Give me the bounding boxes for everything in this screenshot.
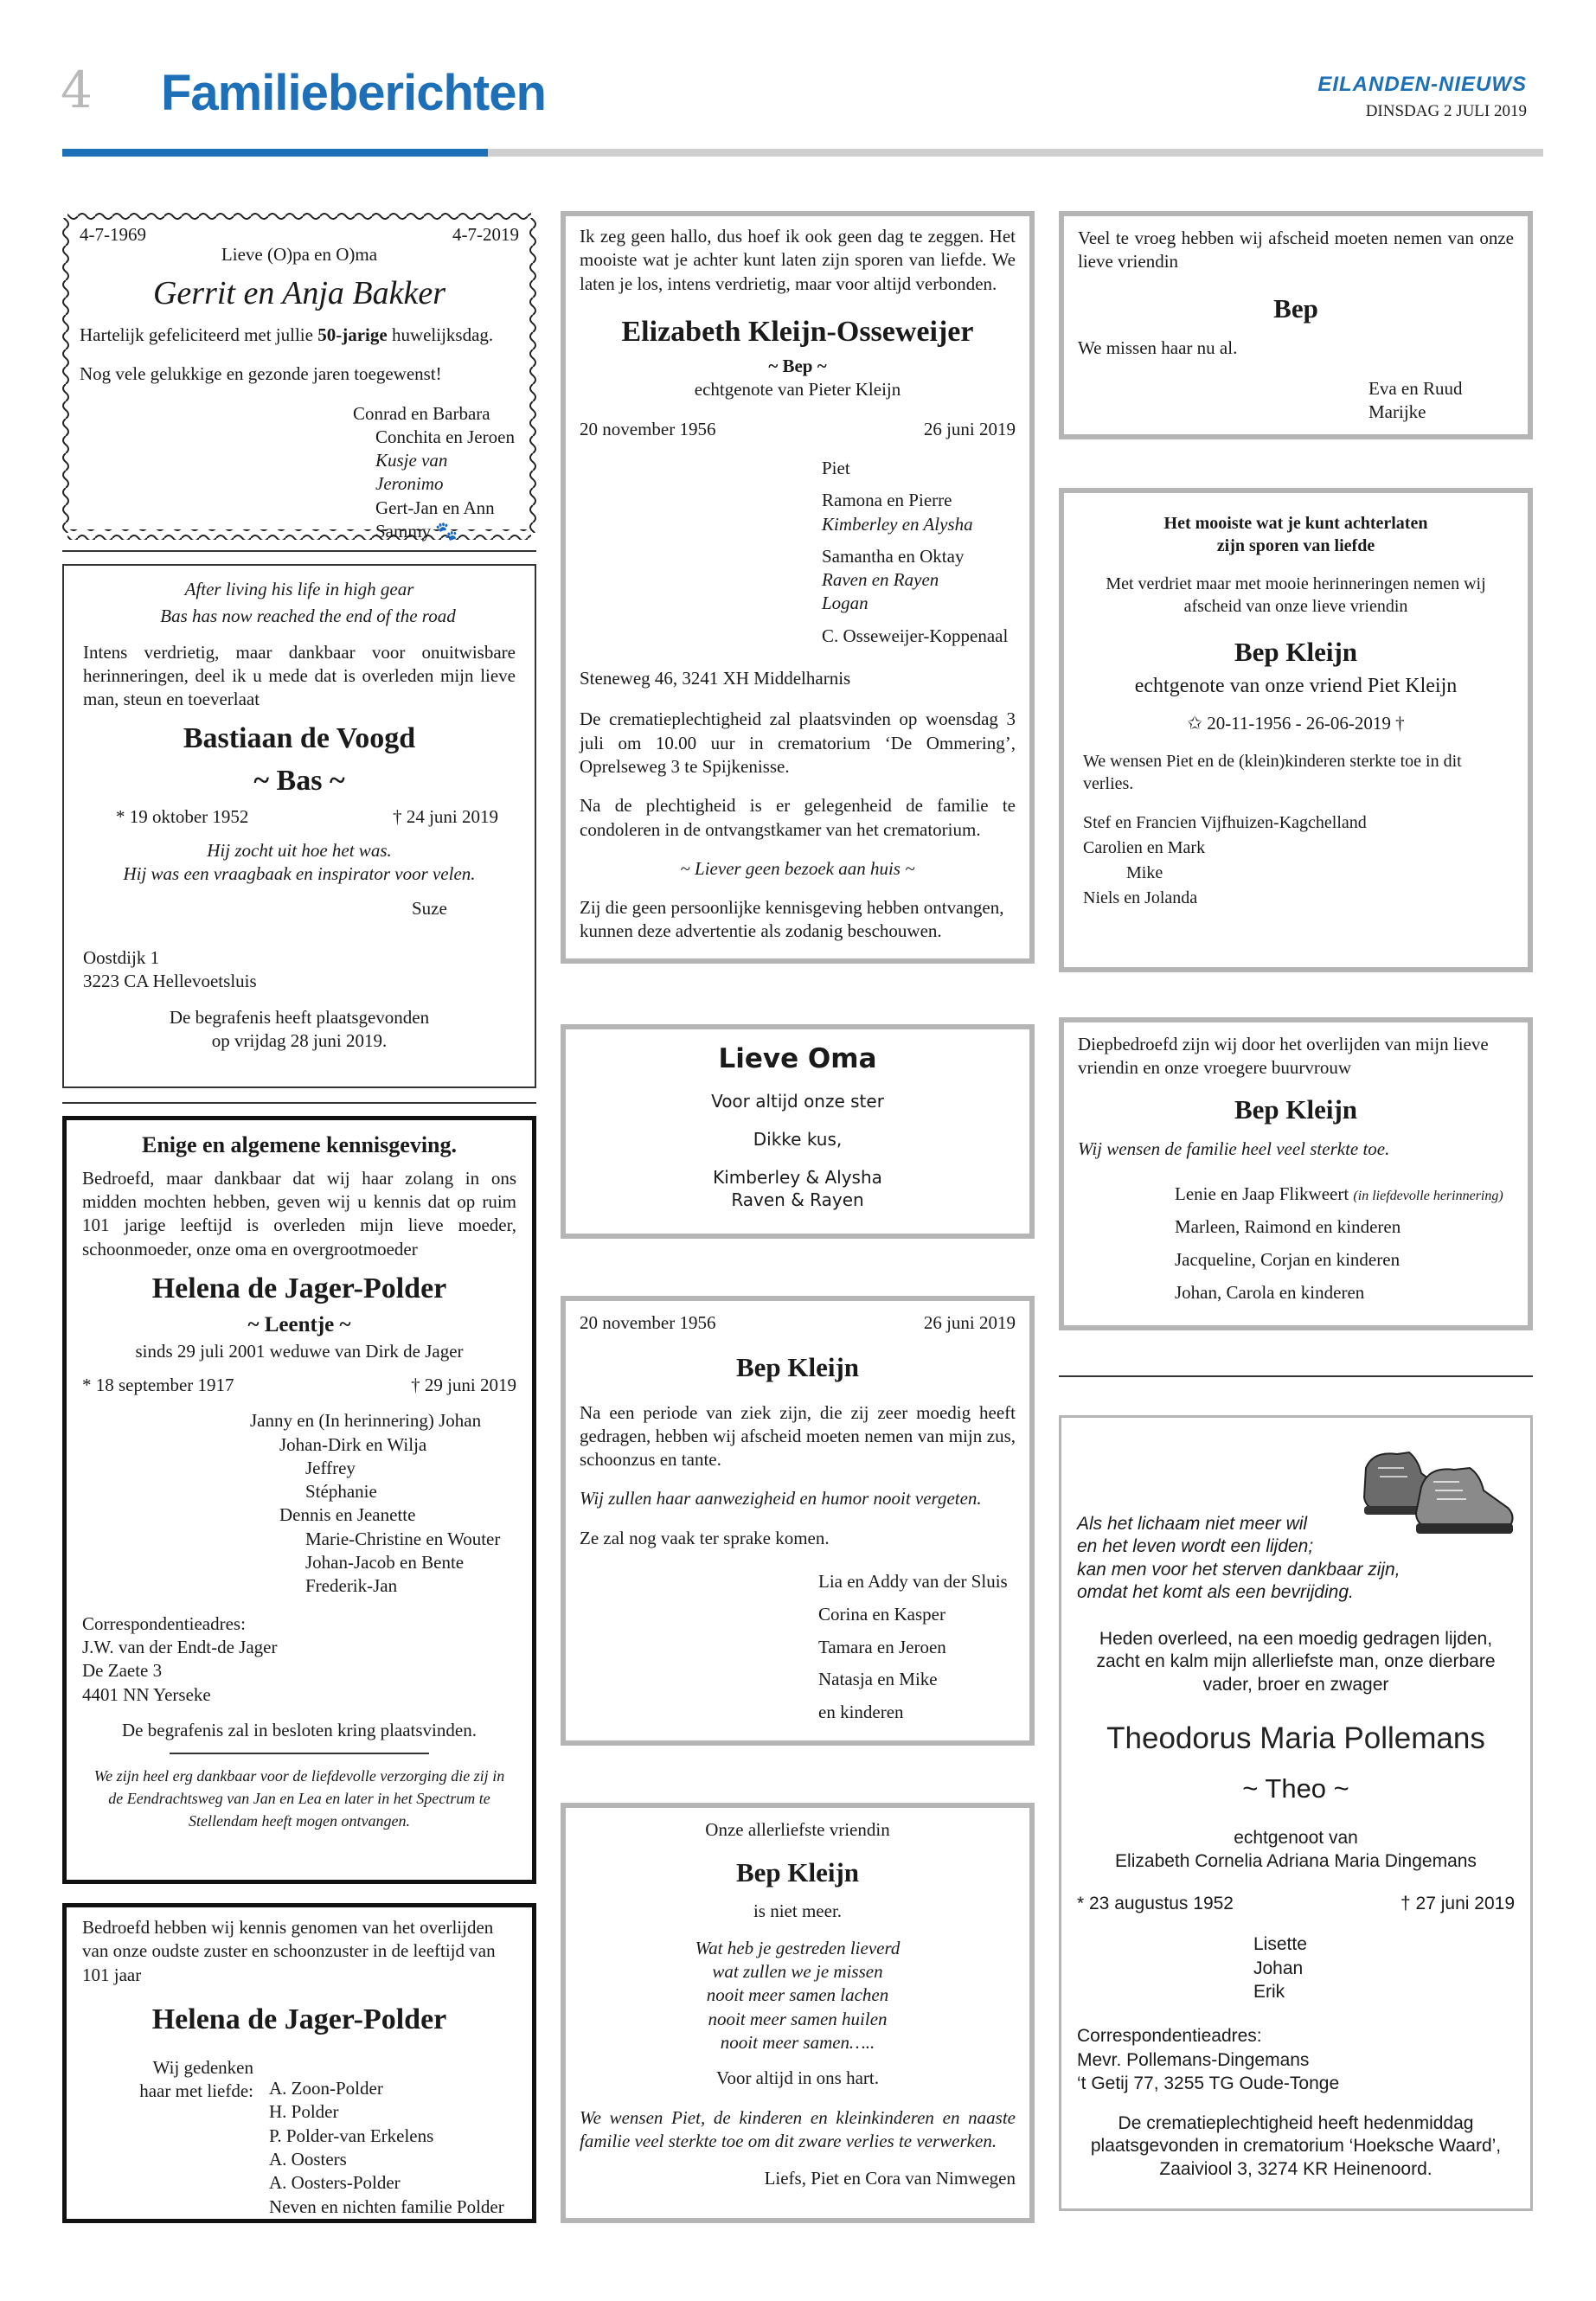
spouse-label: echtgenoot van <box>1234 1827 1358 1848</box>
header-rule-grey <box>488 149 1543 157</box>
family-member: Johan-Dirk en Wilja <box>279 1433 427 1455</box>
poem-line: nooit meer samen huilen <box>708 2008 888 2029</box>
tribute-line: Dikke kus, <box>753 1129 843 1150</box>
family-member: Johan-Jacob en Bente <box>305 1552 465 1574</box>
signer: Jacqueline, Corjan en kinderen <box>1175 1248 1401 1270</box>
thanks-note: We zijn heel erg dankbaar voor de liefdevolle verzorging die zij in de Eendrachtsweg van Jan en Lea en later in het Spectrum te Stellendam heeft mogen ontvangen. <box>93 1767 505 1830</box>
family-member: Stéphanie <box>305 1481 377 1503</box>
deceased-name: Bep Kleijn <box>1234 1093 1358 1125</box>
intro-text: Heden overleed, na een moedig gedragen lijden, zacht en kalm mijn allerliefste man, onze dierbare vader, broer en zwager <box>1096 1629 1496 1695</box>
intro-text: Ik zeg geen hallo, dus hoef ik ook geen dag te zeggen. Het mooiste wat je achter kunt laten zijn sporen van liefde. We laten je los, intens verdrietig, maar voor altijd verbonden. <box>580 226 1016 294</box>
signer: A. Zoon-Polder <box>269 2078 383 2099</box>
family-member: Samantha en Oktay <box>822 545 965 567</box>
correspondence-label: Correspondentieadres: <box>1077 2026 1262 2047</box>
signer: H. Polder <box>269 2101 339 2123</box>
family-member: Raven en Rayen <box>822 569 939 591</box>
obituary-theo <box>1059 1415 1533 2211</box>
signer: Niels en Jolanda <box>1083 888 1198 907</box>
family-member: Marie-Christine en Wouter <box>305 1528 501 1549</box>
deceased-name: Bastiaan de Voogd <box>183 722 416 755</box>
obituary-helena-siblings <box>62 1903 536 2223</box>
obituary-bep-flikweert <box>1059 1017 1533 1330</box>
deceased-name: Helena de Jager-Polder <box>151 2003 447 2035</box>
death-date: 26 juni 2019 <box>923 1312 1016 1333</box>
signer: Mike <box>1126 862 1163 882</box>
cremation-note: De crematieplechtigheid zal plaatsvinden op woensdag 3 juli om 10.00 uur in crematorium ‘De Ommering’, Oprelseweg 3 te Spijkenisse. <box>580 708 1016 777</box>
nickname: ~ Bas ~ <box>253 764 345 797</box>
date-left: 4-7-1969 <box>80 224 146 245</box>
child: Erik <box>1253 1982 1285 2003</box>
signer: Corina en Kasper <box>818 1603 945 1625</box>
nickname: ~ Theo ~ <box>1242 1773 1349 1804</box>
deceased-name: Elizabeth Kleijn-Osseweijer <box>621 315 974 348</box>
signer: Marleen, Raimond en kinderen <box>1175 1215 1401 1237</box>
signer: Carolien en Mark <box>1083 837 1206 857</box>
tribute: Hij zocht uit hoe het was. <box>207 840 392 862</box>
closing-line: Ze zal nog vaak ter sprake komen. <box>580 1527 830 1548</box>
deceased-name: Theodorus Maria Pollemans <box>1106 1721 1485 1755</box>
intro-text: Diepbedroefd zijn wij door het overlijden van mijn lieve vriendin en onze vroegere buurvrouw <box>1078 1034 1489 1079</box>
address: Oostdijk 1 <box>83 947 160 969</box>
remember-label: Wij gedenken <box>152 2057 253 2079</box>
signer: Sammy 🐾 <box>375 521 458 542</box>
heart-line: Voor altijd in ons hart. <box>715 2067 879 2089</box>
correspondence-line: Mevr. Pollemans-Dingemans <box>1077 2049 1310 2070</box>
no-visit-note: ~ Liever geen bezoek aan huis ~ <box>680 857 915 879</box>
funeral-note: op vrijdag 28 juni 2019. <box>211 1029 388 1051</box>
family-member: Jeffrey <box>305 1457 356 1478</box>
correspondence-line: De Zaete 3 <box>82 1660 163 1682</box>
birth-date: 20 november 1956 <box>580 1312 716 1333</box>
divider <box>62 550 536 552</box>
condolence-note: Na de plechtigheid is er gelegenheid de familie te condoleren in de ontvangstkamer van het crematorium. <box>580 795 1016 840</box>
funeral-note: De begrafenis zal in besloten kring plaatsvinden. <box>122 1719 477 1740</box>
signer: Johan, Carola en kinderen <box>1175 1281 1365 1303</box>
wish-text: We wensen Piet, de kinderen en kleinkinderen en naaste familie veel sterkte toe om dit zware verlies te verwerken. <box>580 2106 1016 2151</box>
family-member: Janny en (In herinnering) Johan <box>250 1410 482 1432</box>
correspondence-line: J.W. van der Endt-de Jager <box>82 1636 278 1657</box>
paw-icon: 🐾 <box>435 521 458 542</box>
title-line: zijn sporen van liefde <box>1216 536 1375 555</box>
deceased-name: Bep <box>1273 292 1318 324</box>
poem-line: nooit meer samen….. <box>720 2032 875 2054</box>
divider <box>1059 1375 1533 1377</box>
birth-date: * 19 oktober 1952 <box>116 805 249 827</box>
nickname: ~ Leentje ~ <box>247 1313 351 1337</box>
death-date: † 27 juni 2019 <box>1401 1894 1515 1914</box>
obituary-helena <box>62 1116 536 1884</box>
poem-line: nooit meer samen lachen <box>706 1984 889 2006</box>
signer: A. Oosters <box>269 2148 347 2170</box>
family-member: Dennis en Jeanette <box>279 1504 416 1526</box>
divider <box>62 1102 536 1104</box>
signer: Natasja en Mike <box>818 1669 938 1690</box>
section-title: Familieberichten <box>161 65 546 121</box>
deceased-name: Bep Kleijn <box>1234 637 1358 667</box>
family-member: Logan <box>822 593 869 614</box>
signer: P. Polder-van Erkelens <box>269 2125 434 2146</box>
signer: Gert-Jan en Ann <box>375 497 495 518</box>
intro-text: Intens verdrietig, maar dankbaar voor onuitwisbare herinneringen, deel ik u mede dat is overleden mijn lieve man, steun en toeverlaat <box>83 641 516 710</box>
signer: Marijke <box>1368 401 1426 423</box>
quote: After living his life in high gear <box>184 579 414 599</box>
signer: Lia en Addy van der Sluis <box>818 1571 1008 1593</box>
poem-line: kan men voor het sterven dankbaar zijn, <box>1077 1559 1401 1580</box>
signer: Tamara en Jeroen <box>818 1636 946 1657</box>
title-line: Het mooiste wat je kunt achterlaten <box>1163 514 1428 533</box>
inner-divider <box>170 1753 429 1754</box>
spouse-name: Elizabeth Cornelia Adriana Maria Dingemans <box>1115 1850 1477 1871</box>
poem-line: Wat heb je gestreden lieverd <box>695 1937 901 1958</box>
anniversary-ad <box>69 221 529 542</box>
tribute: Hij was een vraagbaak en inspirator voor velen. <box>123 863 476 885</box>
quote: Bas has now reached the end of the road <box>160 606 456 627</box>
signer: Conrad en Barbara <box>353 402 490 424</box>
issue-date: DINSDAG 2 JULI 2019 <box>1365 102 1527 120</box>
notmore-line: is niet meer. <box>753 1900 843 1921</box>
spouse-note: echtgenote van Pieter Kleijn <box>694 379 901 401</box>
date-right: 4-7-2019 <box>452 224 519 245</box>
italic-line: Wij zullen haar aanwezigheid en humor nooit vergeten. <box>580 1488 982 1509</box>
family-member: Ramona en Pierre <box>822 490 952 511</box>
intro-line: Onze allerliefste vriendin <box>705 1819 890 1840</box>
funeral-note: De begrafenis heeft plaatsgevonden <box>169 1006 430 1028</box>
deceased-name: Bep Kleijn <box>735 1352 860 1383</box>
family-member: Kimberley en Alysha <box>822 513 973 535</box>
poem-line: Als het lichaam niet meer wil <box>1077 1514 1308 1534</box>
spouse-note: echtgenote van onze vriend Piet Kleijn <box>1134 675 1458 698</box>
obituary-bep-nimwegen <box>561 1803 1035 2223</box>
miss-line: We missen haar nu al. <box>1078 336 1238 358</box>
death-date: † 24 juni 2019 <box>393 805 498 827</box>
signer: Stef en Francien Vijfhuizen-Kagchelland <box>1083 812 1367 832</box>
widow-note: sinds 29 juli 2001 weduwe van Dirk de Jager <box>135 1340 464 1362</box>
birth-date: * 18 september 1917 <box>82 1374 234 1395</box>
signer: Neven en nichten familie Polder <box>269 2195 504 2217</box>
intro-text: Bedroefd, maar dankbaar dat wij haar zolang in ons midden mochten hebben, geven wij u kennis dat op ruim 101 jarige leeftijd is overleden mijn lieve moeder, schoonmoeder, onze oma en overgrootmoeder <box>82 1167 516 1259</box>
obituary-elizabeth <box>561 211 1035 964</box>
birth-date: 20 november 1956 <box>580 418 716 439</box>
notice-note: Zij die geen persoonlijke kennisgeving hebben ontvangen, kunnen deze advertentie als zodanig beschouwen. <box>580 897 1004 942</box>
deceased-name: Helena de Jager-Polder <box>151 1272 447 1304</box>
intro-text: Bedroefd hebben wij kennis genomen van het overlijden van onze oudste zuster en schoonzuster in de leeftijd van 101 jaar <box>82 1917 496 1985</box>
child: Lisette <box>1253 1934 1307 1955</box>
signer: Suze <box>412 897 447 919</box>
intro-text: Met verdriet maar met mooie herinneringen nemen wij afscheid van onze lieve vriendin <box>1106 574 1486 616</box>
death-date: 26 juni 2019 <box>923 418 1016 439</box>
obituary-bep-eva <box>1059 211 1533 439</box>
signer: A. Oosters-Polder <box>269 2172 401 2194</box>
obituary-bep-sluis <box>561 1296 1035 1746</box>
signer: Lenie en Jaap Flikweert (in liefdevolle herinnering) <box>1175 1183 1503 1205</box>
correspondence-line: 4401 NN Yerseke <box>82 1683 211 1705</box>
deceased-name: Bep Kleijn <box>735 1857 860 1888</box>
tribute-line: Kimberley & Alysha <box>713 1167 882 1189</box>
signer: Kusje van Jeronimo <box>375 450 448 495</box>
announcement-title: Enige en algemene kennisgeving. <box>141 1132 457 1157</box>
tribute-title: Lieve Oma <box>718 1043 877 1074</box>
address: 3223 CA Hellevoetsluis <box>83 971 257 992</box>
family-member: Frederik-Jan <box>305 1575 398 1597</box>
death-date: † 29 juni 2019 <box>411 1374 516 1395</box>
obituary-bas <box>62 564 536 1088</box>
wish-text: Wij wensen de familie heel veel sterkte toe. <box>1078 1138 1390 1159</box>
poem-line: wat zullen we je missen <box>712 1961 883 1983</box>
oma-tribute <box>561 1024 1035 1239</box>
tribute-line: Raven & Rayen <box>731 1189 864 1211</box>
family-member: Piet <box>822 457 850 478</box>
child: Johan <box>1253 1958 1304 1978</box>
newspaper-logo: EILANDEN-NIEUWS <box>1317 73 1527 96</box>
remember-label: haar met liefde: <box>139 2080 253 2102</box>
cremation-note: De crematieplechtigheid heeft hedenmiddag plaatsgevonden in crematorium ‘Hoeksche Waard’, Zaaiviool 3, 3274 KR Heinenoord. <box>1090 2113 1502 2179</box>
couple-names: Gerrit en Anja Bakker <box>152 274 446 311</box>
poem-line: en het leven wordt een lijden; <box>1077 1536 1314 1557</box>
wish-line: Nog vele gelukkige en gezonde jaren toegewenst! <box>80 363 442 385</box>
address: Steneweg 46, 3241 XH Middelharnis <box>580 668 851 689</box>
dates-line: ✩ 20-11-1956 - 26-06-2019 † <box>1187 713 1405 734</box>
intro-text: Na een periode van ziek zijn, die zij zeer moedig heeft gedragen, hebben wij afscheid moeten nemen van mijn zus, schoonzus en tante. <box>580 1401 1016 1471</box>
congrats-line: Hartelijk gefeliciteerd met jullie 50-jarige huwelijksdag. <box>80 324 494 345</box>
signer: en kinderen <box>818 1702 904 1723</box>
correspondence-label: Correspondentieadres: <box>82 1612 246 1634</box>
walking-boots-icon <box>1356 1433 1520 1546</box>
greeting: Lieve (O)pa en O)ma <box>221 244 378 266</box>
correspondence-line: ‘t Getij 77, 3255 TG Oude-Tonge <box>1077 2073 1340 2093</box>
family-member: C. Osseweijer-Koppenaal <box>822 625 1009 646</box>
signer: Liefs, Piet en Cora van Nimwegen <box>764 2168 1016 2189</box>
nickname: ~ Bep ~ <box>768 356 827 377</box>
wish-text: We wensen Piet en de (klein)kinderen sterkte toe in dit verlies. <box>1083 751 1462 793</box>
birth-date: * 23 augustus 1952 <box>1077 1894 1234 1914</box>
signer: Eva en Ruud <box>1368 378 1463 400</box>
signer: Conchita en Jeroen <box>375 426 515 447</box>
tribute-line: Voor altijd onze ster <box>711 1091 884 1112</box>
intro-text: Veel te vroeg hebben wij afscheid moeten nemen van onze lieve vriendin <box>1078 228 1514 272</box>
poem-line: omdat het komt als een bevrijding. <box>1077 1581 1354 1602</box>
header-rule-blue <box>62 149 488 157</box>
page-number: 4 <box>61 61 93 119</box>
obituary-bep-vijfhuizen <box>1059 488 1533 972</box>
